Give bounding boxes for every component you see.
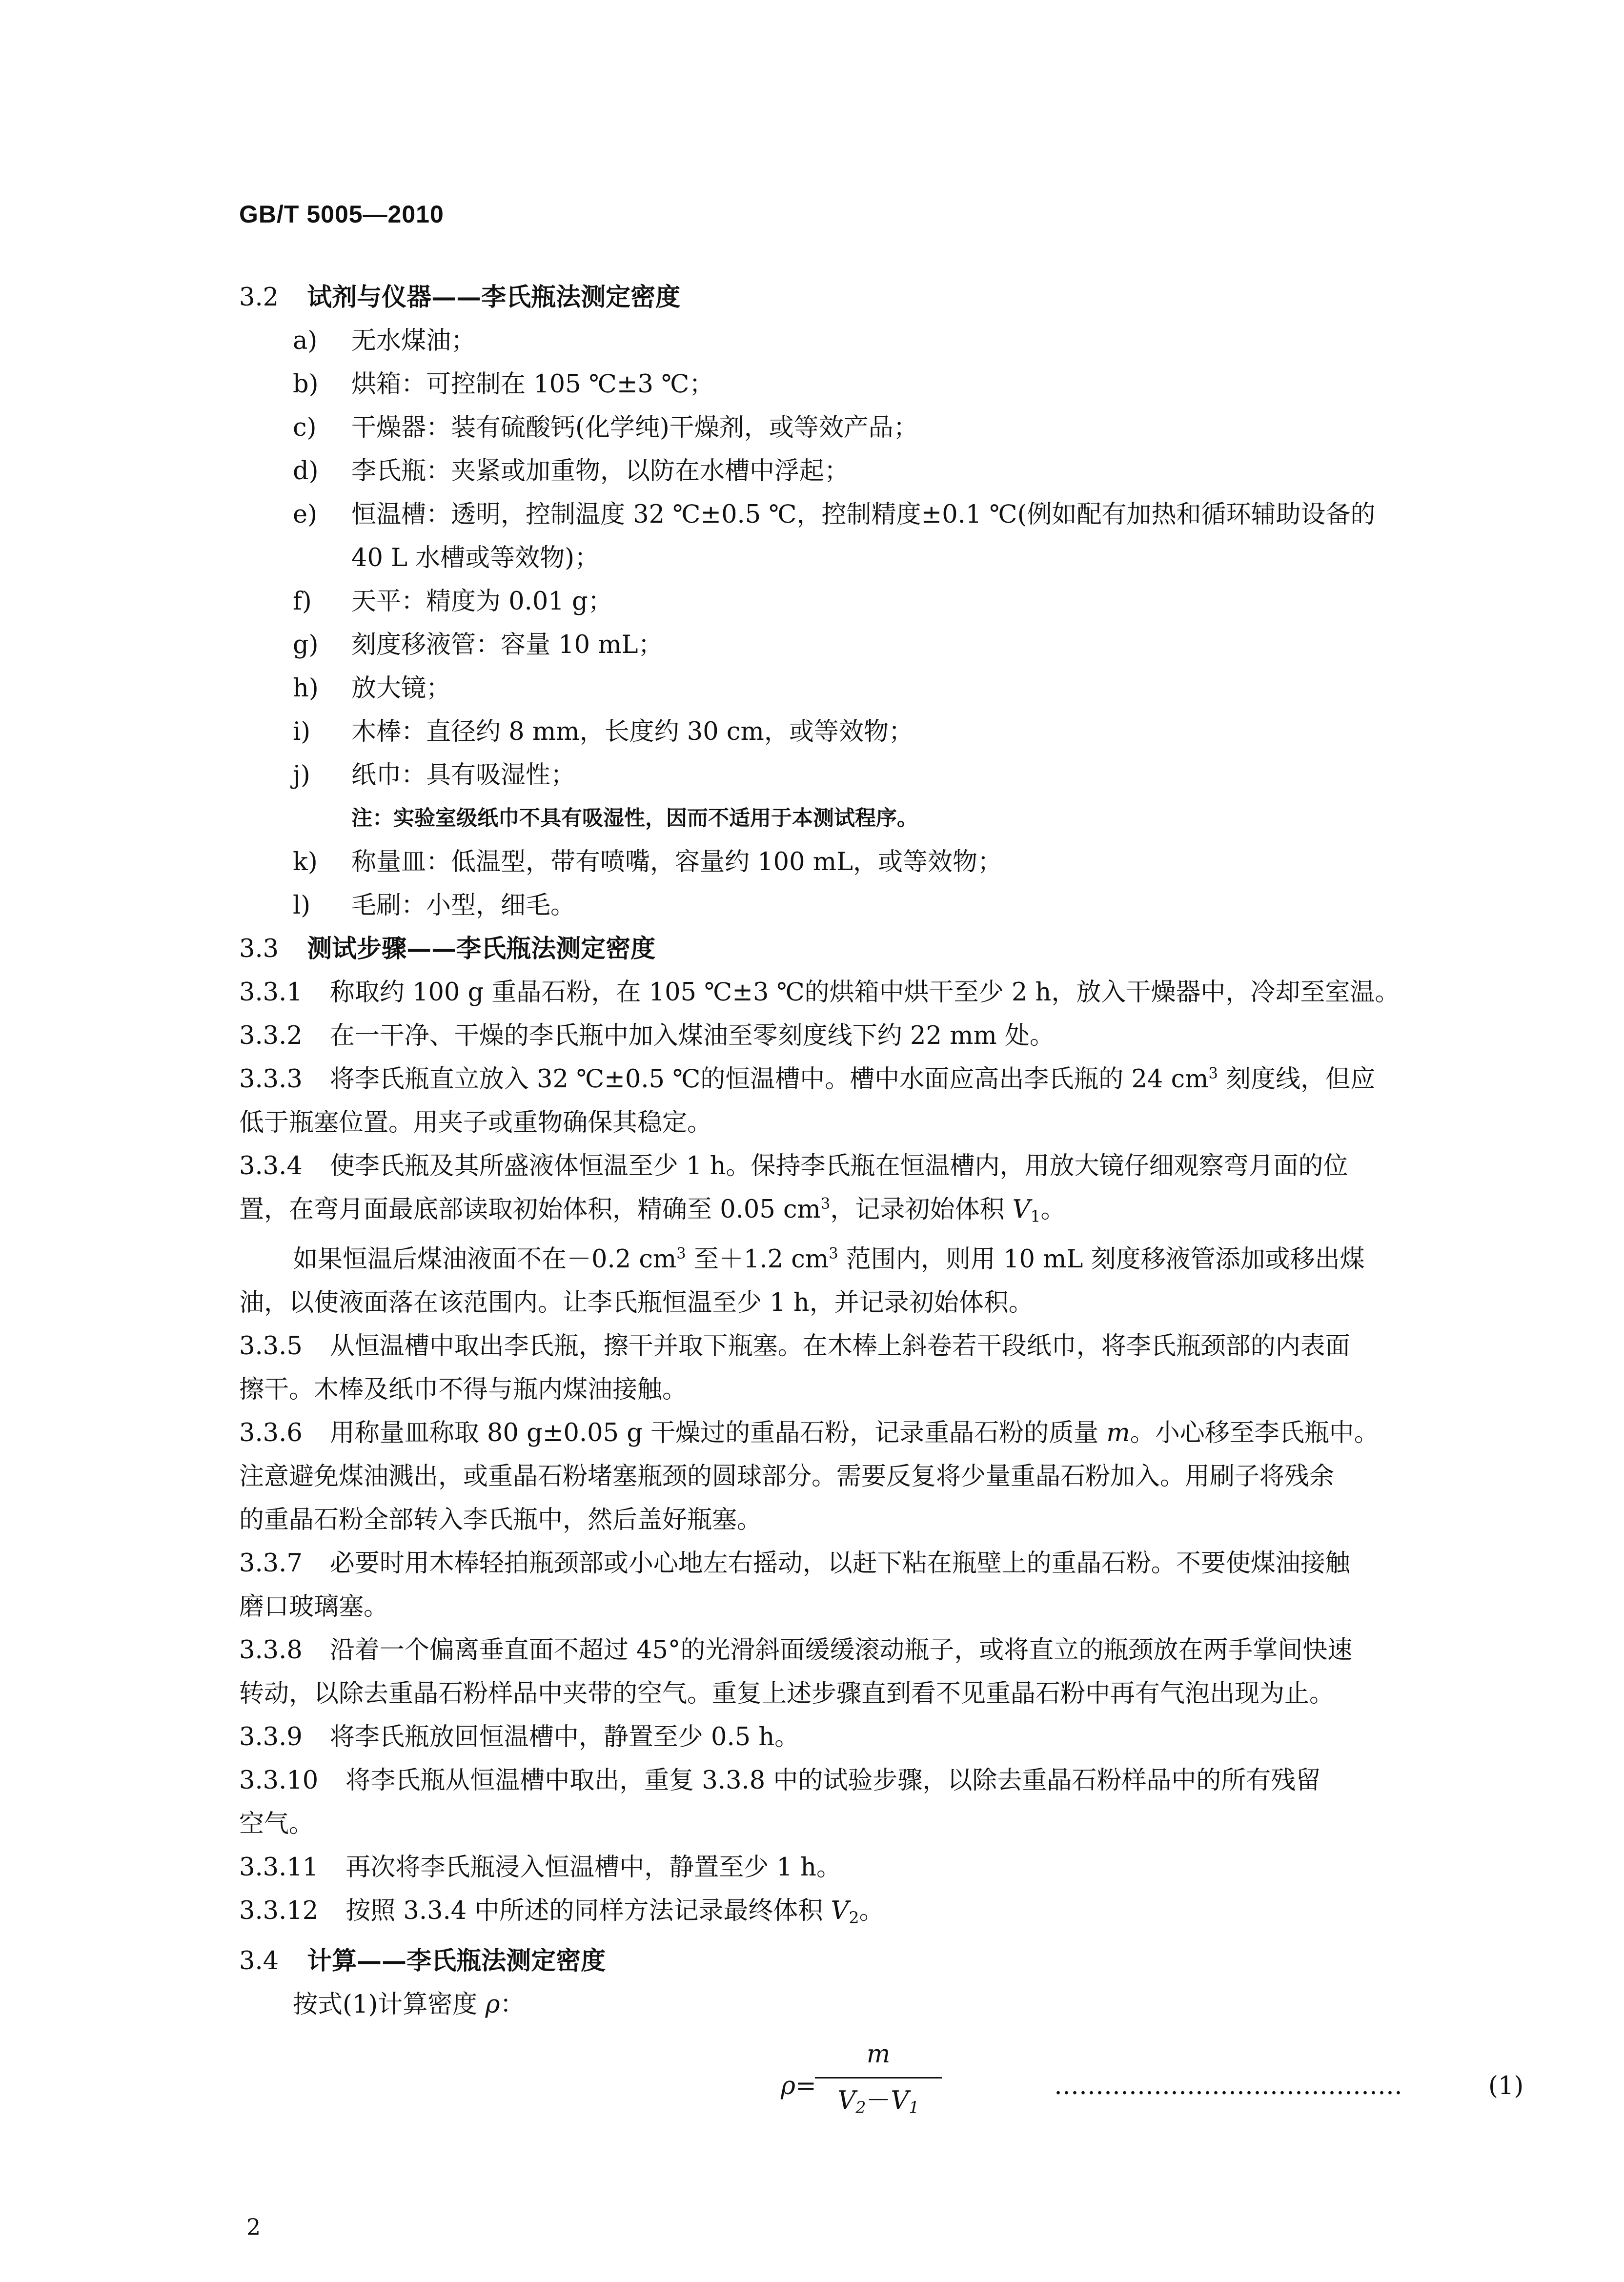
- equation-number: (1): [1488, 2072, 1524, 2100]
- fraction-bar: [815, 2077, 942, 2078]
- list-item: i) 木棒：直径约 8 mm，长度约 30 cm，或等效物；: [293, 717, 914, 746]
- document-body: [239, 276, 1503, 2026]
- clause-3-3-12: 3.3.12 按照 3.3.4 中所述的同样方法记录最终体积 $V_2$。: [239, 1896, 884, 1927]
- note-text: 注：实验室级纸巾不具有吸湿性，因而不适用于本测试程序。: [351, 806, 918, 831]
- standard-code: GB/T 5005—2010: [239, 201, 444, 228]
- list-item: k) 称量皿：低温型，带有喷嘴，容量约 100 mL，或等效物；: [293, 848, 1002, 876]
- clause-3-3-11: 3.3.11 再次将李氏瓶浸入恒温槽中，静置至少 1 h。: [239, 1853, 841, 1882]
- list-item: d) 李氏瓶：夹紧或加重物，以防在水槽中浮起；: [293, 457, 850, 486]
- clause-3-3-10: 3.3.10 将李氏瓶从恒温槽中取出，重复 3.3.8 中的试验步骤，以除去重晶石粉样品中的所有残留: [239, 1766, 1321, 1795]
- clause-3-3-3: 3.3.3 将李氏瓶直立放入 32 ℃±0.5 ℃的恒温槽中。槽中水面应高出李氏瓶的 24 $cm^3$ 刻度线，但应: [239, 1065, 1376, 1094]
- list-item: f) 天平：精度为 0.01 g；: [293, 587, 613, 616]
- list-item: e) 恒温槽：透明，控制温度 32 ℃±0.5 ℃，控制精度±0.1 ℃(例如配有加热和循环辅助设备的: [293, 500, 1376, 529]
- clause-3-3-1: 3.3.1 称取约 100 g 重晶石粉，在 105 ℃±3 ℃的烘箱中烘干至少 2 h，放入干燥器中，冷却至室温。: [239, 978, 1400, 1007]
- clause-continuation: 空气。: [239, 1810, 314, 1839]
- page-number: 2: [246, 2214, 261, 2240]
- formula-intro: 按式(1)计算密度 ρ：: [293, 1990, 525, 2019]
- formula-numerator: m: [866, 2040, 891, 2069]
- section-number: 3.4: [239, 1946, 279, 1976]
- section-3-4-heading: [239, 1939, 1503, 1983]
- list-item: g) 刻度移液管：容量 10 mL；: [293, 631, 663, 659]
- clause-3-3-4: 3.3.4 使李氏瓶及其所盛液体恒温至少 1 h。保持李氏瓶在恒温槽内，用放大镜仔细观察弯月面的位: [239, 1152, 1348, 1181]
- section-title: 计算——李氏瓶法测定密度: [307, 1946, 606, 1976]
- dot-leader: ……………………………………: [1054, 2072, 1402, 2100]
- density-formula: [781, 2035, 1524, 2142]
- section-3-2-heading: [239, 276, 1503, 319]
- clause-continuation: 的重晶石粉全部转入李氏瓶中，然后盖好瓶塞。: [239, 1506, 762, 1535]
- list-item: b) 烘箱：可控制在 105 ℃±3 ℃；: [293, 370, 714, 399]
- paragraph-continuation: 油，以使液面落在该范围内。让李氏瓶恒温至少 1 h，并记录初始体积。: [239, 1288, 1034, 1318]
- clause-continuation: 转动，以除去重晶石粉样品中夹带的空气。重复上述步骤直到看不见重晶石粉中再有气泡出现为止。: [239, 1679, 1335, 1709]
- paragraph: 如果恒温后煤油液面不在－0.2 $cm^3$ 至＋1.2 $cm^3$ 范围内，则用 10 mL 刻度移液管添加或移出煤: [293, 1245, 1365, 1274]
- clause-continuation: 擦干。木棒及纸巾不得与瓶内煤油接触。: [239, 1375, 688, 1405]
- list-item: l) 毛刷：小型，细毛。: [293, 891, 576, 920]
- clause-3-3-2: 3.3.2 在一干净、干燥的李氏瓶中加入煤油至零刻度线下约 22 mm 处。: [239, 1021, 1055, 1050]
- clause-3-3-9: 3.3.9 将李氏瓶放回恒温槽中，静置至少 0.5 h。: [239, 1723, 800, 1752]
- formula-denominator: $V_2-V_1$: [837, 2086, 919, 2117]
- clause-continuation: 注意避免煤油溅出，或重晶石粉堵塞瓶颈的圆球部分。需要反复将少量重晶石粉加入。用刷子将残余: [239, 1462, 1335, 1491]
- clause-continuation: 磨口玻璃塞。: [239, 1592, 389, 1622]
- formula-fraction: [815, 2035, 942, 2120]
- section-title: 试剂与仪器——李氏瓶法测定密度: [307, 283, 681, 312]
- section-number: 3.2: [239, 283, 279, 312]
- list-item: a) 无水煤油；: [293, 326, 476, 355]
- clause-3-3-5: 3.3.5 从恒温槽中取出李氏瓶，擦干并取下瓶塞。在木棒上斜卷若干段纸巾，将李氏瓶颈部的内表面: [239, 1332, 1350, 1361]
- list-item-continuation: 40 L 水槽或等效物)；: [351, 544, 600, 572]
- list-item: c) 干燥器：装有硫酸钙(化学纯)干燥剂，或等效产品；: [293, 413, 918, 442]
- clause-continuation: 低于瓶塞位置。用夹子或重物确保其稳定。: [239, 1108, 712, 1137]
- section-title: 测试步骤——李氏瓶法测定密度: [307, 934, 656, 963]
- formula-lhs: ρ=: [781, 2072, 816, 2100]
- clause-3-3-7: 3.3.7 必要时用木棒轻拍瓶颈部或小心地左右摇动，以赶下粘在瓶壁上的重晶石粉。不要使煤油接触: [239, 1549, 1350, 1578]
- list-item: h) 放大镜；: [293, 674, 451, 703]
- clause-3-3-8: 3.3.8 沿着一个偏离垂直面不超过 45°的光滑斜面缓缓滚动瓶子，或将直立的瓶颈放在两手掌间快速: [239, 1636, 1353, 1665]
- list-item: j) 纸巾：具有吸湿性；: [293, 761, 576, 790]
- section-number: 3.3: [239, 935, 279, 963]
- section-3-3-heading: [239, 927, 1503, 971]
- clause-continuation: 置，在弯月面最底部读取初始体积，精确至 0.05 $cm^3$，记录初始体积 $V_1$。: [239, 1195, 1066, 1226]
- clause-3-3-6: 3.3.6 用称量皿称取 80 g±0.05 g 干燥过的重晶石粉，记录重晶石粉的质量 m。小心移至李氏瓶中。: [239, 1419, 1379, 1448]
